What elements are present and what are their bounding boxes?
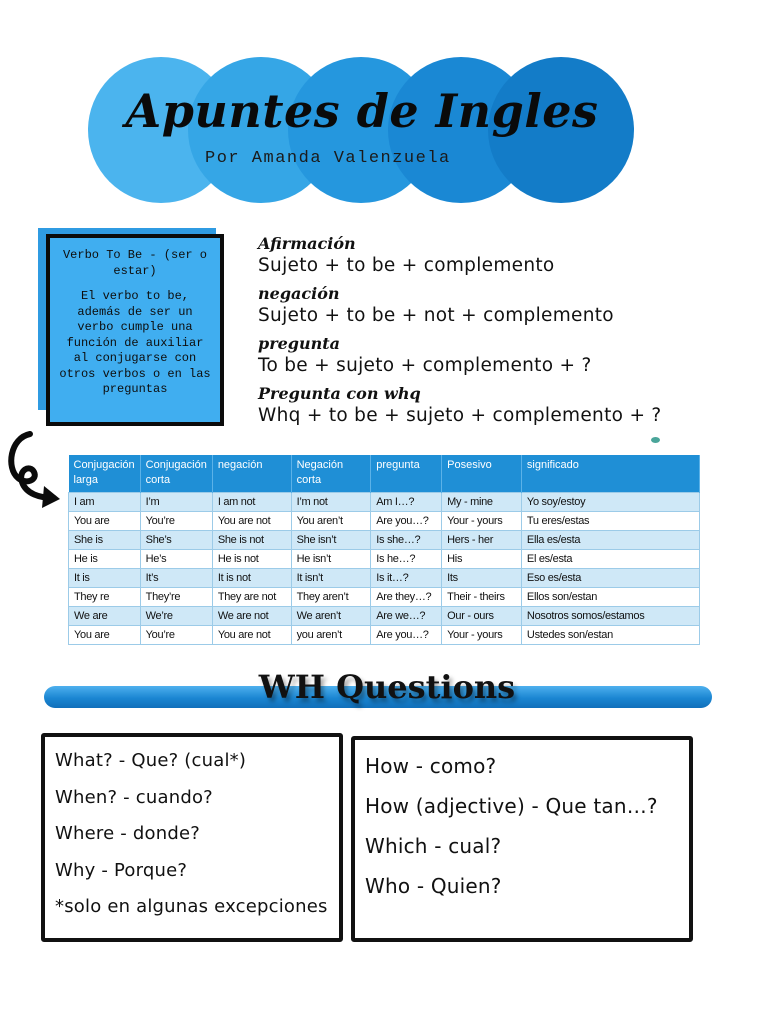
tobe-box xyxy=(46,234,224,426)
formula-block xyxy=(258,234,718,434)
table-cell: Its xyxy=(442,568,522,587)
table-cell: You are not xyxy=(212,511,291,530)
table-cell: El es/esta xyxy=(521,549,699,568)
curly-arrow-icon xyxy=(4,428,74,510)
table-header: Negación corta xyxy=(291,455,371,492)
table-cell: He’s xyxy=(140,549,212,568)
formula-question: To be + sujeto + complemento + ? xyxy=(258,355,592,376)
table-cell: You are xyxy=(69,625,141,644)
decorative-dot xyxy=(651,437,660,443)
table-cell: Is it…? xyxy=(371,568,442,587)
table-cell: His xyxy=(442,549,522,568)
table-cell: Nosotros somos/estamos xyxy=(521,606,699,625)
table-cell: You aren’t xyxy=(291,511,371,530)
wh-item: Which - cual? xyxy=(365,834,502,858)
table-header: Posesivo xyxy=(442,455,522,492)
table-cell: Are they…? xyxy=(371,587,442,606)
table-cell: You are not xyxy=(212,625,291,644)
wh-box-left xyxy=(41,733,343,942)
wh-footnote: *solo en algunas excepciones xyxy=(55,896,328,917)
table-cell: We are not xyxy=(212,606,291,625)
table-cell: It isn’t xyxy=(291,568,371,587)
table-cell: I am xyxy=(69,492,141,511)
table-cell: He isn’t xyxy=(291,549,371,568)
formula-whq: Whq + to be + sujeto + complemento + ? xyxy=(258,405,662,426)
table-cell: Are we…? xyxy=(371,606,442,625)
table-cell: Your - yours xyxy=(442,625,522,644)
table-cell: It’s xyxy=(140,568,212,587)
table-cell: She isn’t xyxy=(291,530,371,549)
table-cell: We’re xyxy=(140,606,212,625)
formula-negation: Sujeto + to be + not + complemento xyxy=(258,305,614,326)
table-cell: Ellos son/estan xyxy=(521,587,699,606)
table-header-row xyxy=(69,455,700,492)
table-cell: I’m xyxy=(140,492,212,511)
table-cell: He is xyxy=(69,549,141,568)
table-cell: Eso es/esta xyxy=(521,568,699,587)
wh-item: How (adjective) - Que tan…? xyxy=(365,794,658,818)
wh-item: What? - Que? (cual*) xyxy=(55,750,247,771)
table-cell: You’re xyxy=(140,625,212,644)
table-cell: We are xyxy=(69,606,141,625)
table-cell: you aren’t xyxy=(291,625,371,644)
tobe-heading: Verbo To Be - (ser o estar) xyxy=(62,248,208,278)
table-cell: Hers - her xyxy=(442,530,522,549)
page-title: Apuntes de Ingles xyxy=(125,84,599,138)
table-cell: You are xyxy=(69,511,141,530)
wh-item: When? - cuando? xyxy=(55,786,213,808)
table-row xyxy=(69,587,700,606)
wh-box-right xyxy=(351,736,693,942)
table-cell: We aren’t xyxy=(291,606,371,625)
wh-item: Why - Porque? xyxy=(55,859,188,881)
table-cell: Are you…? xyxy=(371,625,442,644)
table-header: Conjugación corta xyxy=(140,455,212,492)
table-cell: Are you…? xyxy=(371,511,442,530)
formula-label-question: pregunta xyxy=(258,334,341,353)
table-cell: She’s xyxy=(140,530,212,549)
wh-item: How - como? xyxy=(365,754,497,778)
table-row xyxy=(69,549,700,568)
formula-label-negation: negación xyxy=(258,284,340,303)
table-cell: They’re xyxy=(140,587,212,606)
table-cell: Yo soy/estoy xyxy=(521,492,699,511)
table-cell: She is xyxy=(69,530,141,549)
conjugation-table xyxy=(68,455,700,645)
table-cell: My - mine xyxy=(442,492,522,511)
table-cell: Am I…? xyxy=(371,492,442,511)
table-header: Conjugación larga xyxy=(69,455,141,492)
table-cell: Tu eres/estas xyxy=(521,511,699,530)
tobe-body: El verbo to be, además de ser un verbo cumple una función de auxiliar al conjugarse con otros verbos o en las preguntas xyxy=(59,289,211,396)
table-header: pregunta xyxy=(371,455,442,492)
wh-item: Where - donde? xyxy=(55,823,200,844)
table-cell: Their - theirs xyxy=(442,587,522,606)
table-cell: Our - ours xyxy=(442,606,522,625)
formula-label-affirmation: Afirmación xyxy=(258,234,356,253)
formula-affirmation: Sujeto + to be + complemento xyxy=(258,255,555,276)
table-cell: She is not xyxy=(212,530,291,549)
table-cell: They aren’t xyxy=(291,587,371,606)
table-cell: It is not xyxy=(212,568,291,587)
table-cell: You’re xyxy=(140,511,212,530)
table-cell: Is he…? xyxy=(371,549,442,568)
table-cell: Your - yours xyxy=(442,511,522,530)
table-cell: Ella es/esta xyxy=(521,530,699,549)
table-header: negación xyxy=(212,455,291,492)
table-row xyxy=(69,568,700,587)
table-row xyxy=(69,511,700,530)
wh-item: Who - Quien? xyxy=(365,874,502,898)
table-cell: It is xyxy=(69,568,141,587)
table-cell: I am not xyxy=(212,492,291,511)
formula-label-whq: Pregunta con whq xyxy=(258,384,421,403)
table-cell: Is she…? xyxy=(371,530,442,549)
author-line: Por Amanda Valenzuela xyxy=(205,149,451,168)
table-header: significado xyxy=(521,455,699,492)
table-cell: Ustedes son/estan xyxy=(521,625,699,644)
table-cell: They re xyxy=(69,587,141,606)
table-cell: I’m not xyxy=(291,492,371,511)
table-row xyxy=(69,492,700,511)
table-row xyxy=(69,625,700,644)
wh-section-title: WH Questions xyxy=(258,668,516,706)
table-row xyxy=(69,606,700,625)
table-row xyxy=(69,530,700,549)
table-cell: He is not xyxy=(212,549,291,568)
table-cell: They are not xyxy=(212,587,291,606)
